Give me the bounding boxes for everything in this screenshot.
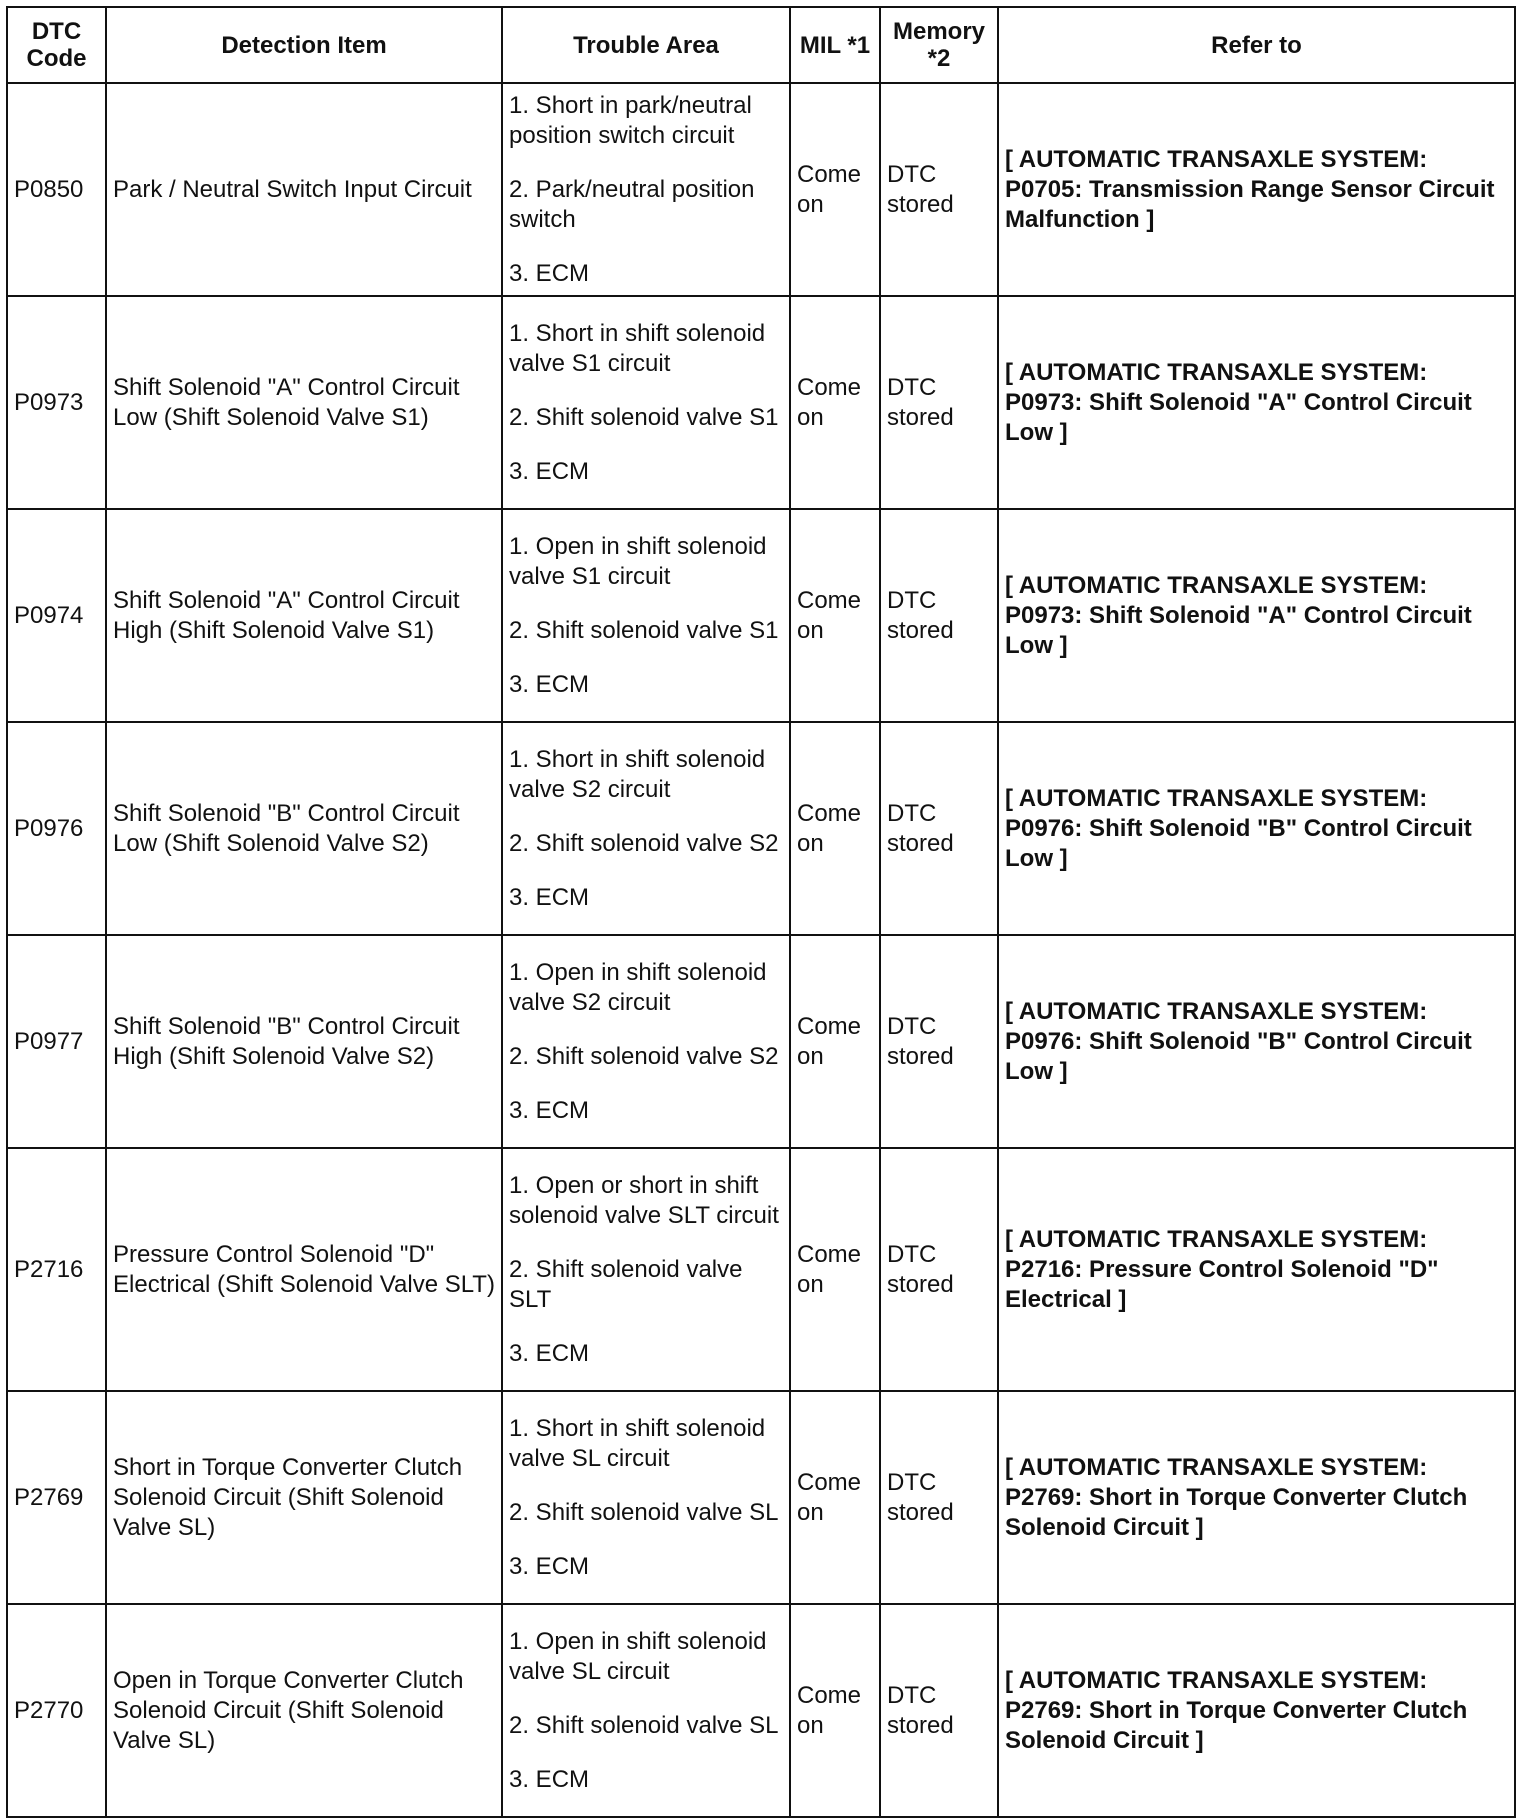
- memory-cell: DTC stored: [880, 1391, 998, 1604]
- trouble-item: 3. ECM: [509, 1765, 590, 1793]
- dtc-code-cell: P0850: [7, 83, 106, 296]
- dtc-code-cell: P0976: [7, 722, 106, 935]
- dtc-code-cell: P0977: [7, 935, 106, 1148]
- table-row: [7, 1604, 1515, 1817]
- table-row: [7, 722, 1515, 935]
- trouble-item: 3. ECM: [509, 457, 590, 485]
- table-row: [7, 296, 1515, 509]
- trouble-item: 2. Shift solenoid valve S2: [509, 829, 779, 857]
- trouble-item: 1. Open or short in shift solenoid valve SLT circuit: [509, 1171, 779, 1229]
- memory-cell: DTC stored: [880, 722, 998, 935]
- detection-item-cell: Shift Solenoid "A" Control Circuit High (Shift Solenoid Valve S1): [106, 509, 502, 722]
- trouble-area-cell: [502, 722, 790, 935]
- trouble-area-cell: [502, 1604, 790, 1817]
- refer-to-cell: [ AUTOMATIC TRANSAXLE SYSTEM: P0976: Shift Solenoid "B" Control Circuit Low ]: [998, 722, 1515, 935]
- trouble-area-cell: [502, 83, 790, 296]
- dtc-code-cell: P2716: [7, 1148, 106, 1391]
- detection-item-cell: Park / Neutral Switch Input Circuit: [106, 83, 502, 296]
- detection-item-cell: Open in Torque Converter Clutch Solenoid Circuit (Shift Solenoid Valve SL): [106, 1604, 502, 1817]
- dtc-code-cell: P2769: [7, 1391, 106, 1604]
- trouble-item: 2. Shift solenoid valve SL: [509, 1498, 779, 1526]
- trouble-item: 3. ECM: [509, 1552, 590, 1580]
- memory-cell: DTC stored: [880, 1604, 998, 1817]
- dtc-code-cell: P0974: [7, 509, 106, 722]
- trouble-item: 1. Short in shift solenoid valve SL circuit: [509, 1414, 766, 1472]
- mil-cell: Come on: [790, 1604, 880, 1817]
- header-trouble-area: Trouble Area: [502, 7, 790, 83]
- mil-cell: Come on: [790, 935, 880, 1148]
- table-row: [7, 1391, 1515, 1604]
- header-detection-item: Detection Item: [106, 7, 502, 83]
- trouble-item: 2. Shift solenoid valve S1: [509, 403, 779, 431]
- refer-to-cell: [ AUTOMATIC TRANSAXLE SYSTEM: P0705: Transmission Range Sensor Circuit Malfunction ]: [998, 83, 1515, 296]
- detection-item-cell: Short in Torque Converter Clutch Solenoid Circuit (Shift Solenoid Valve SL): [106, 1391, 502, 1604]
- trouble-item: 3. ECM: [509, 883, 590, 911]
- trouble-area-cell: [502, 1148, 790, 1391]
- memory-cell: DTC stored: [880, 509, 998, 722]
- trouble-area-cell: [502, 509, 790, 722]
- detection-item-cell: Pressure Control Solenoid "D" Electrical (Shift Solenoid Valve SLT): [106, 1148, 502, 1391]
- refer-to-cell: [ AUTOMATIC TRANSAXLE SYSTEM: P0973: Shift Solenoid "A" Control Circuit Low ]: [998, 509, 1515, 722]
- table-row: [7, 83, 1515, 296]
- detection-item-cell: Shift Solenoid "B" Control Circuit Low (Shift Solenoid Valve S2): [106, 722, 502, 935]
- refer-to-cell: [ AUTOMATIC TRANSAXLE SYSTEM: P2716: Pressure Control Solenoid "D" Electrical ]: [998, 1148, 1515, 1391]
- refer-to-cell: [ AUTOMATIC TRANSAXLE SYSTEM: P2769: Short in Torque Converter Clutch Solenoid Circuit ]: [998, 1604, 1515, 1817]
- mil-cell: Come on: [790, 296, 880, 509]
- mil-cell: Come on: [790, 1148, 880, 1391]
- trouble-area-cell: [502, 935, 790, 1148]
- header-mil: MIL *1: [790, 7, 880, 83]
- header-memory: Memory *2: [880, 7, 998, 83]
- refer-to-cell: [ AUTOMATIC TRANSAXLE SYSTEM: P0976: Shift Solenoid "B" Control Circuit Low ]: [998, 935, 1515, 1148]
- memory-cell: DTC stored: [880, 83, 998, 296]
- dtc-code-cell: P0973: [7, 296, 106, 509]
- trouble-item: 1. Short in park/neutral position switch circuit: [509, 91, 752, 149]
- trouble-item: 1. Short in shift solenoid valve S2 circuit: [509, 745, 766, 803]
- mil-cell: Come on: [790, 83, 880, 296]
- table-row: [7, 509, 1515, 722]
- header-refer-to: Refer to: [998, 7, 1515, 83]
- trouble-item: 2. Park/neutral position switch: [509, 175, 755, 233]
- memory-cell: DTC stored: [880, 935, 998, 1148]
- table-row: [7, 1148, 1515, 1391]
- header-row: [7, 7, 1515, 83]
- trouble-item: 2. Shift solenoid valve SL: [509, 1711, 779, 1739]
- trouble-item: 1. Short in shift solenoid valve S1 circuit: [509, 319, 766, 377]
- trouble-item: 1. Open in shift solenoid valve S1 circuit: [509, 532, 767, 590]
- trouble-item: 3. ECM: [509, 1339, 590, 1367]
- refer-to-cell: [ AUTOMATIC TRANSAXLE SYSTEM: P0973: Shift Solenoid "A" Control Circuit Low ]: [998, 296, 1515, 509]
- mil-cell: Come on: [790, 722, 880, 935]
- trouble-item: 1. Open in shift solenoid valve SL circuit: [509, 1627, 767, 1685]
- memory-cell: DTC stored: [880, 1148, 998, 1391]
- header-dtc-code: DTC Code: [7, 7, 106, 83]
- dtc-code-cell: P2770: [7, 1604, 106, 1817]
- memory-cell: DTC stored: [880, 296, 998, 509]
- trouble-item: 3. ECM: [509, 259, 590, 287]
- mil-cell: Come on: [790, 1391, 880, 1604]
- trouble-item: 3. ECM: [509, 1096, 590, 1124]
- trouble-item: 2. Shift solenoid valve SLT: [509, 1255, 743, 1313]
- trouble-item: 2. Shift solenoid valve S1: [509, 616, 779, 644]
- detection-item-cell: Shift Solenoid "B" Control Circuit High (Shift Solenoid Valve S2): [106, 935, 502, 1148]
- trouble-area-cell: [502, 1391, 790, 1604]
- trouble-item: 2. Shift solenoid valve S2: [509, 1042, 779, 1070]
- trouble-item: 3. ECM: [509, 670, 590, 698]
- trouble-item: 1. Open in shift solenoid valve S2 circuit: [509, 958, 767, 1016]
- dtc-table: [6, 6, 1516, 1818]
- table-row: [7, 935, 1515, 1148]
- detection-item-cell: Shift Solenoid "A" Control Circuit Low (Shift Solenoid Valve S1): [106, 296, 502, 509]
- refer-to-cell: [ AUTOMATIC TRANSAXLE SYSTEM: P2769: Short in Torque Converter Clutch Solenoid Circuit ]: [998, 1391, 1515, 1604]
- mil-cell: Come on: [790, 509, 880, 722]
- trouble-area-cell: [502, 296, 790, 509]
